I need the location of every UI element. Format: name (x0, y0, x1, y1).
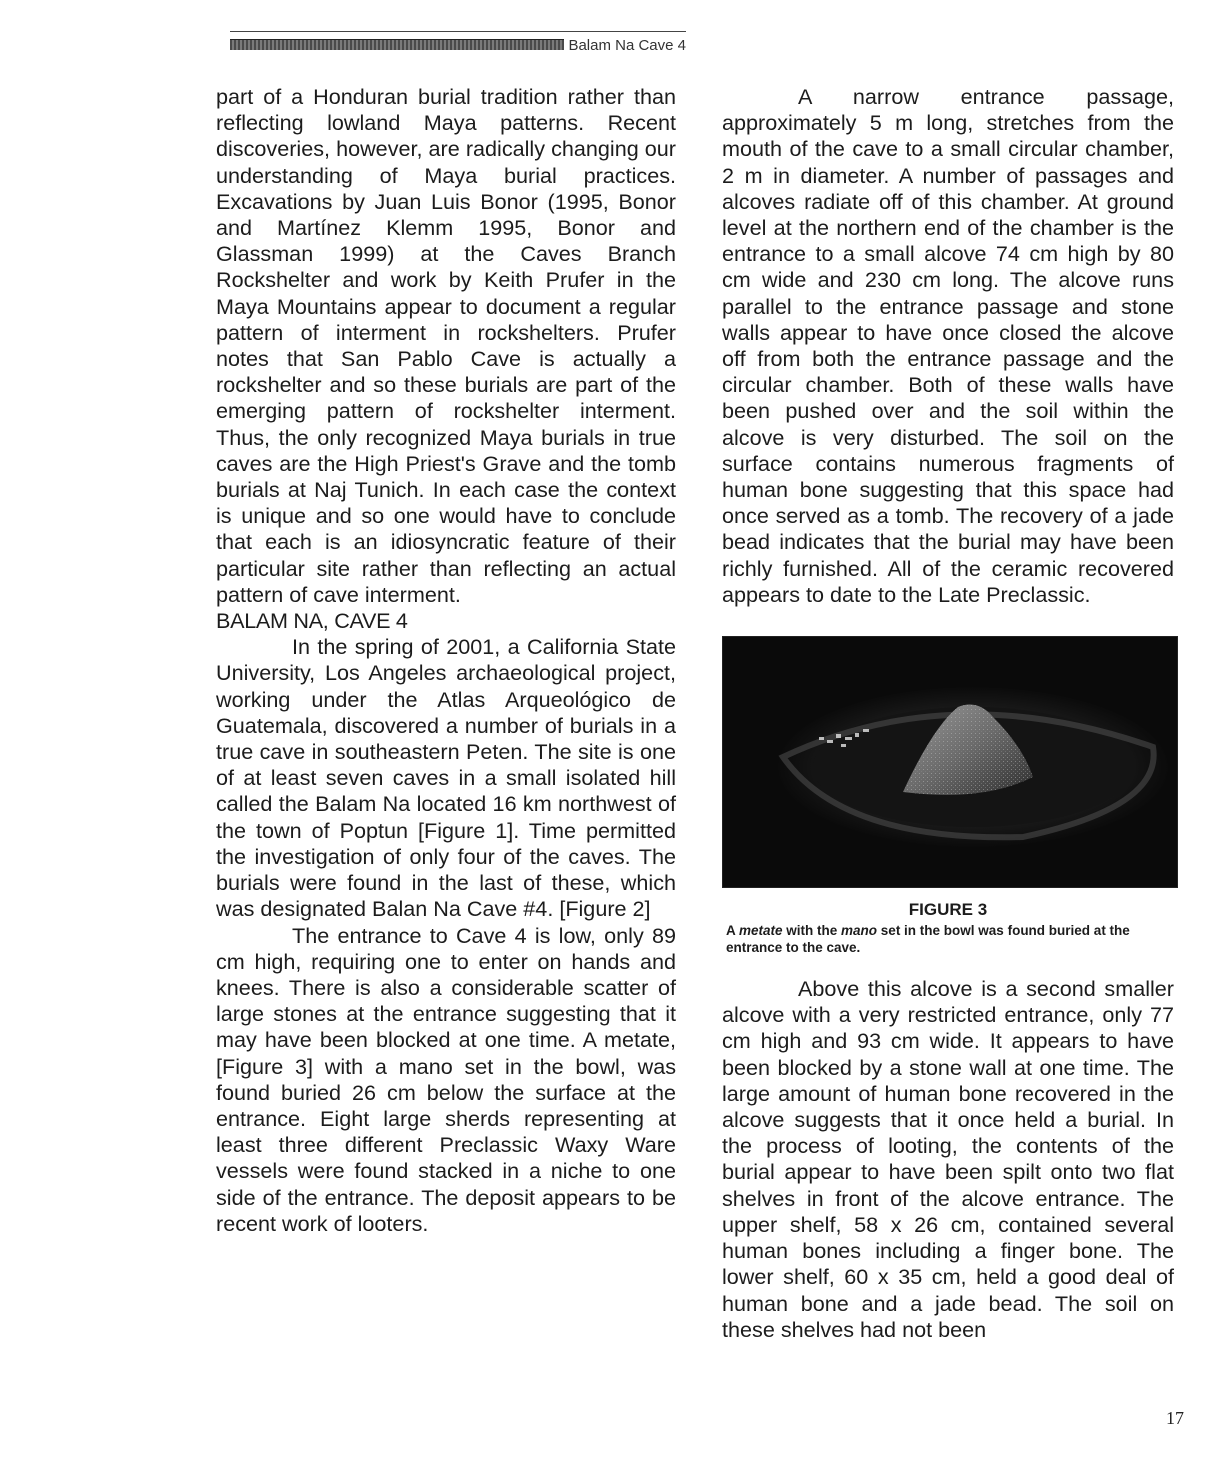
left-paragraph-2: In the spring of 2001, a California State University, Los Angeles archaeological project, working under the Atlas Arqueológico de Guatemala, discovered a number of burials in a true cave in southeastern Peten. The site is one of at least seven caves in a small isolated hill called the Balam Na located 16 km northwest of the town of Poptun [Figure 1]. Time permitted the investigation of only four of the caves. The burials were found in the last of these, which was designated Balan Na Cave #4. [Figure 2] (216, 634, 676, 922)
left-column (216, 84, 676, 1237)
caption-part-b: with the (782, 923, 842, 939)
caption-mano: mano (841, 923, 878, 939)
right-paragraph-1: A narrow entrance passage, approximately 5 m long, stretches from the mouth of the cave to a small circular chamber, 2 m in diameter. A number of passages and alcoves radiate off of this chamber. At ground level at the northern end of the chamber is the entrance to a small alcove 74 cm high by 80 cm wide and 230 cm long. The alcove runs parallel to the entrance passage and stone walls appear to have once closed the alcove off from both the entrance passage and the circular chamber. Both of these walls have been pushed over and the soil within the alcove is very disturbed. The soil on the surface contains numerous fragments of human bone suggesting that this space had once served as a tomb. The recovery of a jade bead indicates that the burial may have been richly furnished. All of the ceramic recovered appears to date to the Late Preclassic. (722, 84, 1174, 607)
running-title: Balam Na Cave 4 (568, 37, 686, 54)
figure-3 (722, 636, 1174, 956)
header-rule-bar (230, 39, 564, 50)
metate-photo-image (723, 637, 1177, 887)
figure-photo (722, 636, 1178, 888)
section-heading: BALAM NA, CAVE 4 (216, 608, 408, 634)
caption-metate: metate (739, 923, 783, 939)
figure-title: FIGURE 3 (908, 900, 988, 920)
caption-part-c: set in the bowl was found buried at the entrance to the cave. (726, 923, 1130, 956)
figure-caption (726, 922, 1174, 956)
page-number: 17 (1166, 1408, 1184, 1428)
caption-part-a: A (726, 923, 739, 939)
right-paragraph-2: Above this alcove is a second smaller alcove with a very restricted entrance, only 77 cm high and 93 cm wide. It appears to have been blocked by a stone wall at one time. The large amount of human bone recovered in the alcove suggests that it once held a burial. In the process of looting, the contents of the burial appear to have been spilt onto two flat shelves in front of the alcove entrance. The upper shelf, 58 x 26 cm, contained several human bones including a finger bone. The lower shelf, 60 x 35 cm, held a good deal of human bone and a jade bead. The soil on these shelves had not been (722, 976, 1174, 1342)
left-paragraph-3: The entrance to Cave 4 is low, only 89 cm high, requiring one to enter on hands and knees. There is also a considerable scatter of large stones at the entrance suggesting that it may have been blocked at one time. A metate, [Figure 3] with a mano set in the bowl, was found buried 26 cm below the surface at the entrance. Eight large sherds representing at least three different Preclassic Waxy Ware vessels were found stacked in a niche to one side of the entrance. The deposit appears to be recent work of looters. (216, 922, 676, 1236)
running-header (230, 30, 686, 54)
left-paragraph-1: part of a Honduran burial tradition rather than reflecting lowland Maya patterns. Recent discoveries, however, are radically changing our understanding of Maya burial practices. Excavations by Juan Luis Bonor (1995, Bonor and Martínez Klemm 1995, Bonor and Glassman 1999) at the Caves Branch Rockshelter and work by Keith Prufer in the Maya Mountains appear to document a regular pattern of interment in rockshelters. Prufer notes that San Pablo Cave is actually a rockshelter and so these burials are part of the emerging pattern of rockshelter interment. Thus, the only recognized Maya burials in true caves are the High Priest's Grave and the tomb burials at Naj Tunich. In each case the context is unique and so one would have to conclude that each is an idiosyncratic feature of their particular site rather than reflecting an actual pattern of cave interment. (216, 84, 676, 607)
right-column (722, 84, 1174, 1343)
